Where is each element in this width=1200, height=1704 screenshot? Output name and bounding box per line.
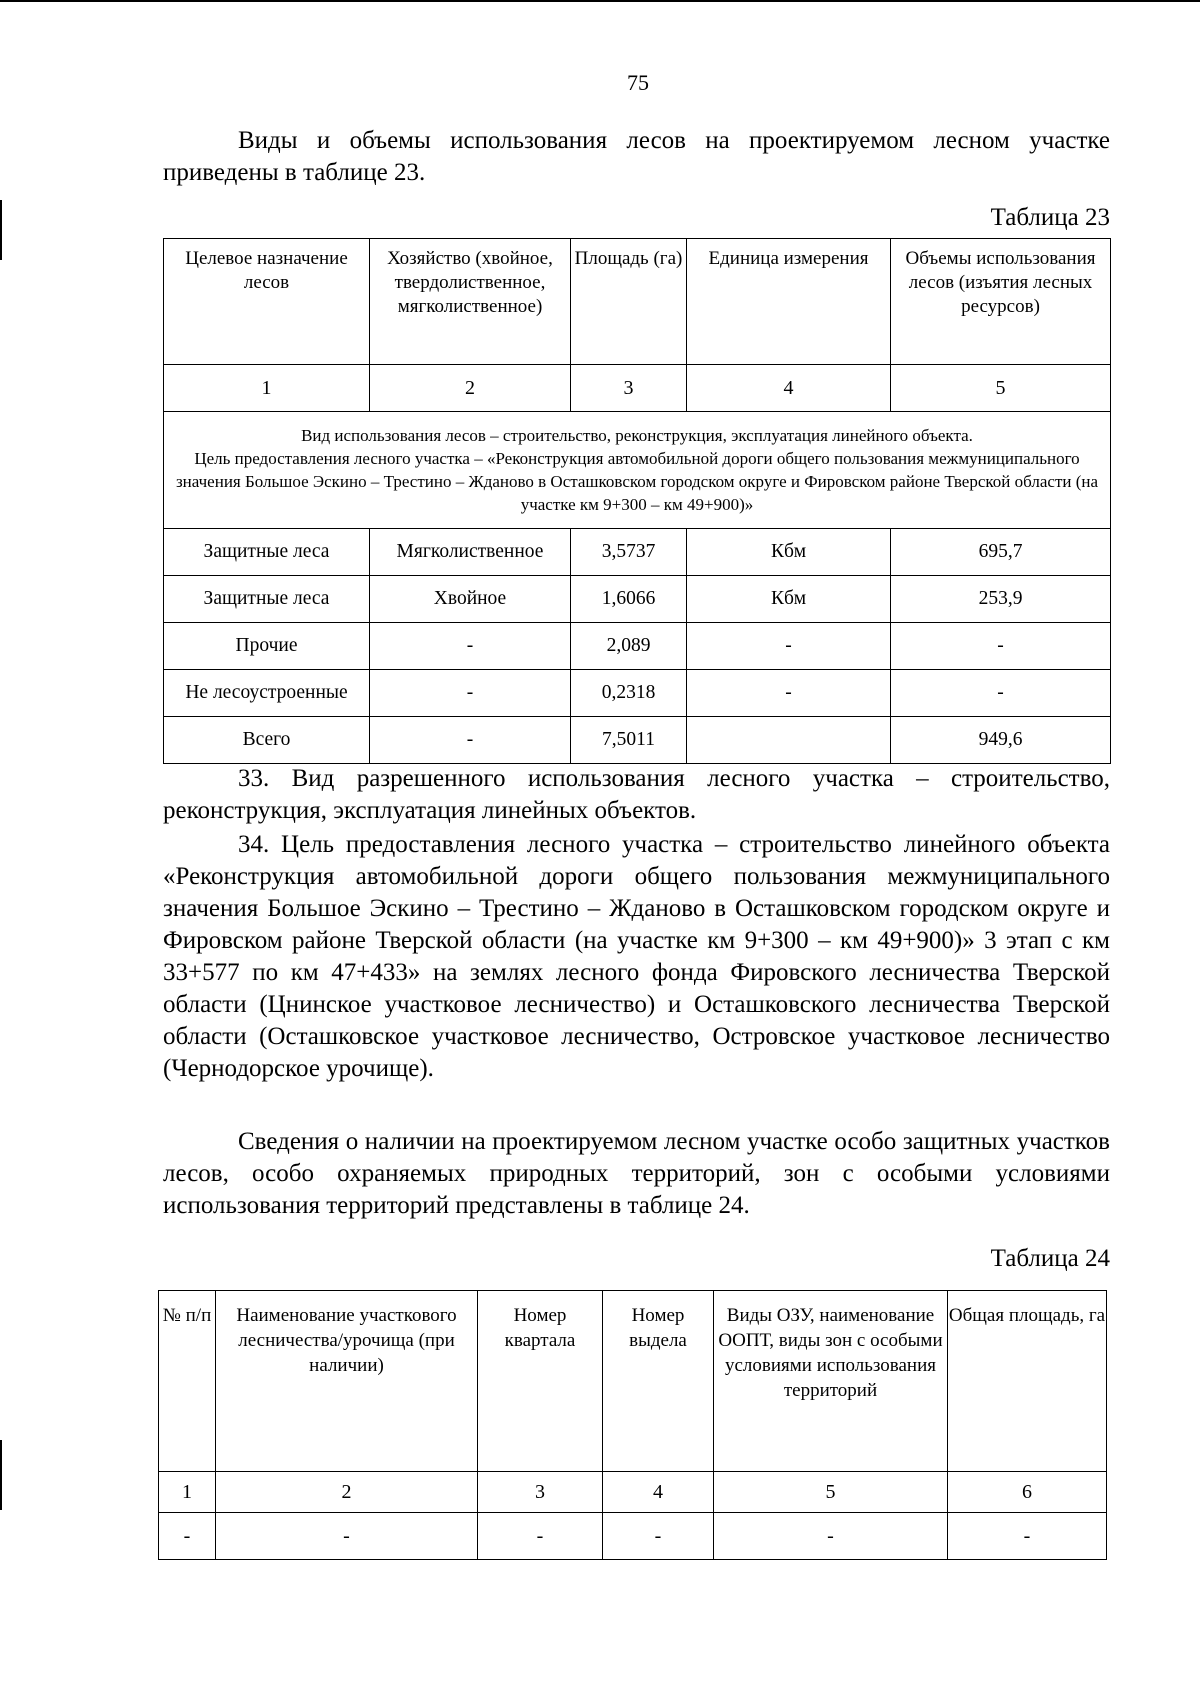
table23-col-number: 2 [370, 365, 571, 412]
table24-header-cell: Номер выдела [603, 1291, 714, 1472]
table23-col-number: 4 [687, 365, 891, 412]
table24-cell: - [216, 1513, 478, 1560]
table24-header-row [159, 1291, 1107, 1472]
table23-header-cell: Хозяйство (хвойное, твердолиственное, мягколиственное) [370, 239, 571, 365]
table23-cell: - [687, 623, 891, 670]
table-row [164, 623, 1111, 670]
table24-col-number: 2 [216, 1472, 478, 1513]
table23-cell: Защитные леса [164, 576, 370, 623]
table24-cell: - [159, 1513, 216, 1560]
table24-col-number: 1 [159, 1472, 216, 1513]
table23-cell: Защитные леса [164, 529, 370, 576]
table23-caption: Таблица 23 [990, 204, 1110, 231]
table-row-total [164, 717, 1111, 764]
table23-cell: Всего [164, 717, 370, 764]
top-border-line [0, 0, 1200, 2]
table24-header-cell: Общая площадь, га [948, 1291, 1107, 1472]
table-row [164, 529, 1111, 576]
table-23 [163, 238, 1111, 764]
scan-edge-mark [0, 1440, 2, 1510]
page-number: 75 [627, 70, 649, 95]
table23-cell: 2,089 [571, 623, 687, 670]
table23-number-row [164, 365, 1111, 412]
paragraph-svedeniya [163, 1126, 1110, 1222]
table23-description-row [164, 412, 1111, 529]
table23-cell: - [370, 717, 571, 764]
table24-cell: - [478, 1513, 603, 1560]
table23-cell: Кбм [687, 529, 891, 576]
table23-col-number: 5 [891, 365, 1111, 412]
table23-col-number: 3 [571, 365, 687, 412]
table-24 [158, 1290, 1107, 1560]
table24-col-number: 5 [714, 1472, 948, 1513]
table24-header-cell: Наименование участкового лесничества/урочища (при наличии) [216, 1291, 478, 1472]
table24-header-cell: Номер квартала [478, 1291, 603, 1472]
table23-header-cell: Единица измерения [687, 239, 891, 365]
table23-cell: 253,9 [891, 576, 1111, 623]
table23-cell: Не лесоустроенные [164, 670, 370, 717]
table23-cell: 695,7 [891, 529, 1111, 576]
table23-cell: 0,2318 [571, 670, 687, 717]
table23-cell: Прочие [164, 623, 370, 670]
table23-header-row [164, 239, 1111, 365]
table23-cell: 949,6 [891, 717, 1111, 764]
table-row [164, 576, 1111, 623]
table23-cell: 3,5737 [571, 529, 687, 576]
purpose-text: Цель предоставления лесного участка – «Реконструкция автомобильной дороги общего пользования межмуниципального значения Большое Эскино – Трестино – Жданово в Осташковском городском округе и Фировском районе Тверской области (на участке км 9+300 – км 49+900)» [175, 449, 1099, 514]
table-row [159, 1513, 1107, 1560]
table23-cell: - [891, 670, 1111, 717]
paragraph-33-text: 33. Вид разрешенного использования лесного участка – строительство, реконструкция, эксплуатация линейных объектов. [163, 765, 1110, 824]
table23-cell: - [687, 670, 891, 717]
intro-text: Виды и объемы использования лесов на проектируемом лесном участке приведены в таблице 23. [163, 127, 1110, 186]
table24-caption: Таблица 24 [990, 1245, 1110, 1272]
table23-cell: Хвойное [370, 576, 571, 623]
table23-header-cell: Целевое назначение лесов [164, 239, 370, 365]
table23-cell: - [370, 670, 571, 717]
table24-col-number: 4 [603, 1472, 714, 1513]
table24-header-cell: Виды ОЗУ, наименование ООПТ, виды зон с особыми условиями использования территорий [714, 1291, 948, 1472]
table-row [164, 670, 1111, 717]
table24-col-number: 6 [948, 1472, 1107, 1513]
table23-header-cell: Площадь (га) [571, 239, 687, 365]
paragraph-34 [163, 829, 1110, 1085]
table23-cell: 7,5011 [571, 717, 687, 764]
table23-header-cell: Объемы использования лесов (изъятия лесных ресурсов) [891, 239, 1111, 365]
table23-cell: 1,6066 [571, 576, 687, 623]
table24-cell: - [714, 1513, 948, 1560]
table23-cell: - [370, 623, 571, 670]
table24-header-cell: № п/п [159, 1291, 216, 1472]
table23-cell: Кбм [687, 576, 891, 623]
table23-col-number: 1 [164, 365, 370, 412]
intro-paragraph [163, 125, 1110, 189]
table24-col-number: 3 [478, 1472, 603, 1513]
table24-cell: - [603, 1513, 714, 1560]
scan-edge-mark [0, 200, 2, 260]
table23-description-cell [164, 412, 1111, 529]
table23-cell: Мягколиственное [370, 529, 571, 576]
table23-cell [687, 717, 891, 764]
paragraph-33 [163, 763, 1110, 827]
usage-type-text: Вид использования лесов – строительство, реконструкция, эксплуатация линейного объекта. [301, 426, 973, 445]
table24-number-row [159, 1472, 1107, 1513]
table24-cell: - [948, 1513, 1107, 1560]
table23-cell: - [891, 623, 1111, 670]
paragraph-svedeniya-text: Сведения о наличии на проектируемом лесном участке особо защитных участков лесов, особо охраняемых природных территорий, зон с особыми условиями использования территорий представлены в таблице 24. [163, 1128, 1110, 1219]
paragraph-34-text: 34. Цель предоставления лесного участка – строительство линейного объекта «Реконструкция автомобильной дороги общего пользования межмуниципального значения Большое Эскино – Трестино – Жданово в Осташковском городском округе и Фировском районе Тверской области (на участке км 9+300 – км 49+900)» 3 этап с км 33+577 по км 47+433» на землях лесного фонда Фировского лесничества Тверской области (Цнинское участковое лесничество) и Осташковского лесничества Тверской области (Осташковское участковое лесничество, Островское участковое лесничество (Чернодорское урочище). [163, 831, 1110, 1082]
